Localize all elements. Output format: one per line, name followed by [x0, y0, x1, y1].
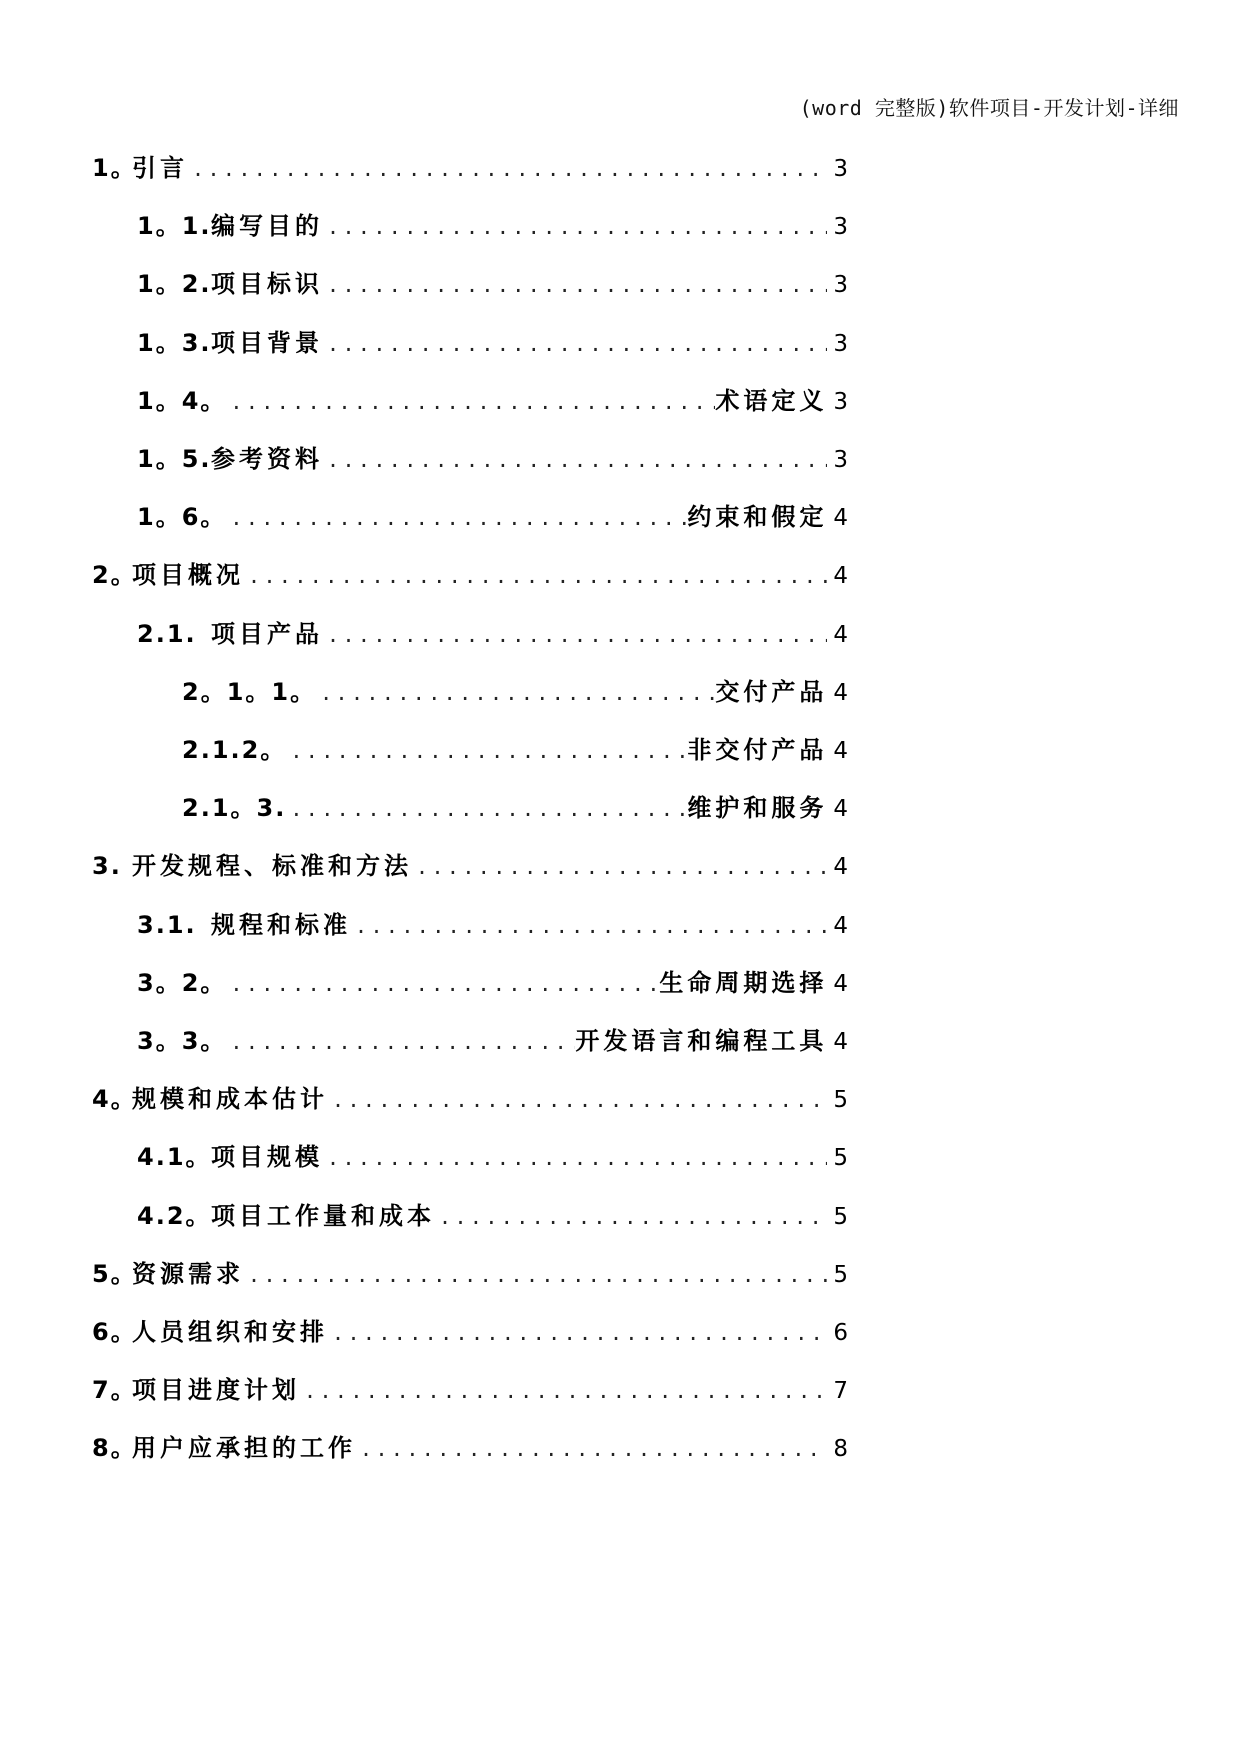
toc-dot-leader	[300, 1379, 827, 1403]
toc-entry-title: 开发规程、标准和方法	[132, 852, 412, 881]
toc-entry-2[interactable]	[137, 206, 848, 246]
toc-entry-title: 术语定义	[715, 386, 828, 415]
toc-entry-page-number: 4	[833, 738, 848, 764]
toc-entry-title: 项目规模	[211, 1143, 323, 1172]
toc-entry-19[interactable]	[137, 1196, 848, 1236]
toc-entry-page-number: 3	[833, 388, 848, 415]
toc-entry-9[interactable]	[137, 614, 848, 654]
toc-entry-1[interactable]	[92, 148, 848, 188]
toc-entry-number: 2。	[92, 561, 137, 590]
toc-entry-14[interactable]	[137, 905, 848, 945]
toc-entry-title: 约束和假定	[687, 503, 828, 532]
toc-entry-15[interactable]	[137, 963, 848, 1003]
toc-entry-title: 项目工作量和成本	[211, 1201, 435, 1230]
toc-dot-leader	[323, 448, 827, 472]
toc-dot-leader	[188, 157, 827, 181]
toc-entry-page-number: 5	[833, 1203, 848, 1230]
toc-entry-number: 1。3.	[137, 328, 212, 357]
toc-dot-leader	[328, 1088, 827, 1112]
toc-dot-leader	[316, 681, 715, 705]
toc-entry-title: 规模和成本估计	[132, 1085, 328, 1114]
toc-entry-12[interactable]	[182, 788, 848, 828]
toc-dot-leader	[435, 1205, 827, 1229]
toc-entry-title: 引言	[132, 154, 188, 182]
toc-dot-leader	[323, 215, 827, 239]
toc-entry-21[interactable]	[92, 1312, 848, 1352]
toc-entry-title: 维护和服务	[687, 794, 828, 823]
toc-entry-22[interactable]	[92, 1370, 848, 1410]
toc-entry-page-number: 5	[833, 1145, 848, 1172]
toc-entry-4[interactable]	[137, 323, 848, 363]
toc-entry-title: 项目产品	[211, 619, 323, 648]
toc-entry-page-number: 7	[833, 1378, 848, 1405]
toc-entry-page-number: 8	[833, 1436, 848, 1463]
toc-entry-number: 2。1。1。	[182, 677, 317, 706]
toc-entry-page-number: 3	[833, 447, 848, 473]
toc-entry-number: 1。6。	[137, 503, 227, 532]
toc-entry-16[interactable]	[137, 1021, 848, 1061]
toc-entry-number: 1。5.	[137, 445, 212, 473]
toc-entry-title: 项目背景	[211, 328, 323, 357]
toc-entry-6[interactable]	[137, 439, 848, 479]
toc-entry-18[interactable]	[137, 1137, 848, 1177]
toc-entry-title: 项目标识	[211, 270, 323, 299]
toc-entry-number: 4。	[92, 1085, 137, 1114]
toc-entry-number: 4.2。	[137, 1201, 212, 1230]
toc-entry-number: 1。4。	[137, 386, 227, 415]
toc-entry-page-number: 4	[833, 563, 848, 590]
toc-entry-page-number: 3	[833, 330, 848, 357]
toc-dot-leader	[323, 273, 827, 297]
toc-entry-page-number: 3	[833, 214, 848, 241]
toc-dot-leader	[323, 332, 827, 356]
toc-entry-page-number: 4	[833, 796, 848, 823]
toc-dot-leader	[226, 390, 715, 414]
toc-entry-number: 7。	[92, 1376, 137, 1405]
toc-entry-number: 5。	[92, 1259, 137, 1288]
toc-entry-page-number: 6	[833, 1320, 848, 1346]
page-header: (word 完整版)软件项目-开发计划-详细	[799, 96, 1179, 120]
toc-entry-number: 1。1.	[137, 212, 212, 241]
toc-entry-page-number: 3	[833, 272, 848, 299]
toc-entry-title: 开发语言和编程工具	[575, 1027, 828, 1055]
toc-entry-title: 生命周期选择	[659, 968, 828, 997]
toc-dot-leader	[286, 797, 687, 821]
toc-entry-page-number: 5	[833, 1087, 848, 1114]
toc-entry-page-number: 5	[833, 1261, 848, 1288]
toc-entry-17[interactable]	[92, 1079, 848, 1119]
toc-entry-3[interactable]	[137, 264, 848, 304]
toc-dot-leader	[356, 1437, 827, 1461]
toc-entry-number: 2.1.	[137, 619, 197, 648]
toc-entry-page-number: 4	[833, 970, 848, 997]
toc-entry-title: 人员组织和安排	[132, 1318, 328, 1346]
toc-entry-20[interactable]	[92, 1254, 848, 1294]
toc-dot-leader	[323, 1146, 827, 1170]
toc-entry-title: 非交付产品	[687, 736, 828, 764]
toc-entry-title: 交付产品	[715, 677, 828, 706]
toc-entry-page-number: 3	[833, 156, 848, 182]
toc-entry-number: 2.1。3.	[182, 794, 287, 823]
toc-entry-number: 3。2。	[137, 968, 227, 997]
toc-dot-leader	[244, 564, 827, 588]
toc-dot-leader	[323, 623, 827, 647]
toc-entry-title: 资源需求	[132, 1259, 244, 1288]
toc-entry-number: 3.	[92, 852, 122, 881]
toc-entry-13[interactable]	[92, 846, 848, 886]
toc-entry-number: 2.1.2。	[182, 736, 287, 764]
toc-entry-number: 1。	[92, 154, 137, 182]
toc-entry-number: 3。3。	[137, 1027, 227, 1055]
toc-entry-23[interactable]	[92, 1428, 848, 1468]
toc-dot-leader	[412, 855, 827, 879]
toc-entry-title: 编写目的	[211, 212, 323, 241]
toc-dot-leader	[244, 1263, 827, 1287]
toc-entry-title: 用户应承担的工作	[132, 1434, 356, 1463]
toc-dot-leader	[226, 1030, 575, 1054]
toc-entry-page-number: 4	[833, 854, 848, 881]
toc-dot-leader	[226, 972, 659, 996]
toc-entry-page-number: 4	[833, 679, 848, 706]
toc-entry-5[interactable]	[137, 381, 848, 421]
toc-dot-leader	[286, 739, 687, 763]
toc-entry-page-number: 4	[833, 621, 848, 648]
toc-entry-title: 规程和标准	[211, 910, 351, 939]
toc-entry-number: 4.1。	[137, 1143, 212, 1172]
toc-entry-title: 项目概况	[132, 561, 244, 590]
toc-entry-number: 3.1.	[137, 910, 197, 939]
toc-entry-number: 8。	[92, 1434, 137, 1463]
toc-dot-leader	[226, 506, 687, 530]
toc-entry-7[interactable]	[137, 497, 848, 537]
toc-dot-leader	[328, 1321, 827, 1345]
toc-entry-page-number: 4	[833, 912, 848, 939]
toc-entry-title: 项目进度计划	[132, 1376, 300, 1405]
toc-entry-number: 1。2.	[137, 270, 212, 299]
toc-entry-10[interactable]	[182, 672, 848, 712]
toc-entry-11[interactable]	[182, 730, 848, 770]
toc-entry-title: 参考资料	[211, 445, 323, 473]
toc-entry-8[interactable]	[92, 555, 848, 595]
toc-dot-leader	[351, 914, 827, 938]
toc-entry-page-number: 4	[833, 1029, 848, 1055]
toc-entry-page-number: 4	[833, 505, 848, 532]
toc-entry-number: 6。	[92, 1318, 137, 1346]
